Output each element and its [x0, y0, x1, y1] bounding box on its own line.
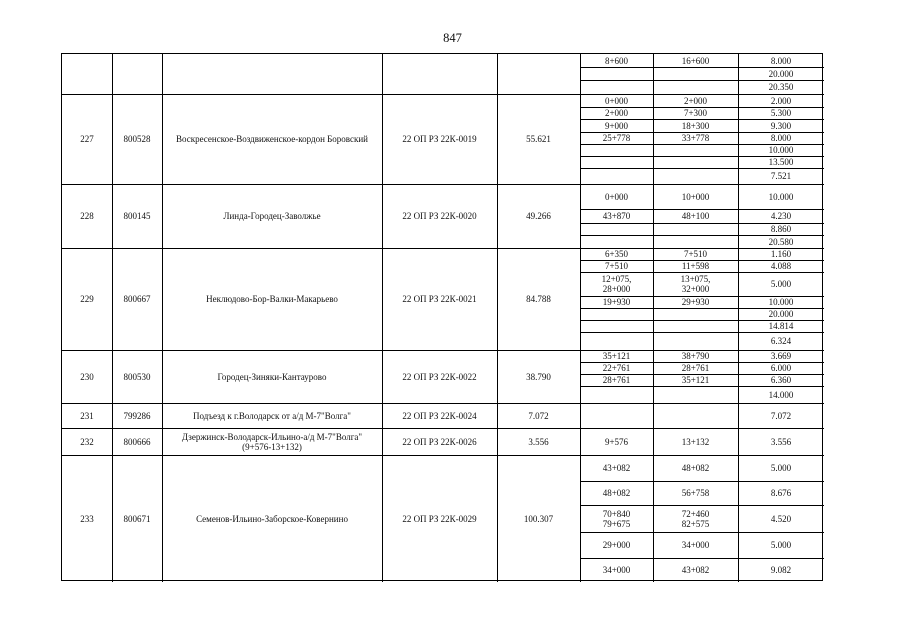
segment-length: 20.580	[768, 236, 794, 247]
segment-from	[580, 223, 653, 235]
segment-length: 14.814	[768, 321, 794, 331]
road-length: 84.788	[526, 294, 551, 304]
road-code: 800530	[123, 371, 151, 382]
segment-to: 28+761	[681, 363, 710, 373]
registration-number: 22 ОП РЗ 22К-0021	[402, 294, 477, 304]
segment-length: 5.000	[770, 463, 792, 473]
segment-to: 2+000	[683, 95, 708, 106]
segment-length: 10.000	[768, 191, 794, 202]
road-table	[61, 53, 823, 581]
segment-from: 9+576	[604, 436, 629, 447]
segment-length: 5.300	[770, 108, 792, 118]
segment-to	[653, 235, 738, 248]
segment-to	[653, 144, 738, 156]
segment-to: 43+082	[681, 565, 710, 575]
segment-to: 11+598	[681, 261, 710, 271]
road-code: 799286	[123, 410, 151, 421]
segment-length: 13.500	[768, 157, 794, 167]
segment-length: 4.088	[770, 261, 792, 271]
road-code: 800528	[123, 134, 151, 144]
segment-to: 29+930	[681, 297, 710, 307]
segment-from: 0+000	[604, 191, 629, 202]
segment-from: 0+000	[604, 95, 629, 106]
segment-to	[653, 156, 738, 168]
road-name: Линда-Городец-Заволжье	[223, 211, 321, 221]
segment-from	[580, 156, 653, 168]
road-code: 800667	[123, 294, 151, 304]
road-name: Подъезд к г.Володарск от а/д М-7"Волга"	[193, 410, 351, 421]
segment-from: 8+600	[604, 55, 629, 66]
segment-length: 9.082	[770, 565, 792, 575]
row-number: 227	[80, 134, 94, 144]
segment-to	[653, 80, 738, 94]
road-name: Воскресенское-Воздвиженское-кордон Боровский	[175, 134, 368, 144]
road-name: Дзержинск-Володарск-Ильино-а/д М-7"Волга" (9+576-13+132)	[181, 431, 363, 452]
segment-length: 5.000	[770, 540, 792, 550]
registration-number: 22 ОП РЗ 22К-0022	[402, 371, 477, 382]
road-length: 38.790	[526, 371, 551, 382]
segment-from: 70+840 79+675	[602, 508, 631, 529]
segment-to	[653, 67, 738, 80]
segment-length: 10.000	[768, 297, 794, 307]
road-code	[112, 54, 162, 94]
segment-length: 10.000	[768, 145, 794, 155]
segment-from	[580, 403, 653, 428]
road-length	[497, 54, 580, 94]
segment-from: 43+082	[602, 463, 631, 473]
segment-to	[653, 403, 738, 428]
road-length: 49.266	[526, 211, 551, 221]
segment-length: 7.072	[770, 410, 792, 421]
segment-to: 72+460 82+575	[681, 508, 710, 529]
segment-from: 29+000	[602, 540, 631, 550]
segment-to: 18+300	[681, 120, 710, 131]
segment-to: 16+600	[681, 55, 710, 66]
registration-number: 22 ОП РЗ 22К-0019	[402, 134, 477, 144]
segment-to	[653, 308, 738, 320]
row-number: 231	[80, 410, 94, 421]
segment-length: 3.556	[770, 436, 792, 447]
segment-length: 20.350	[768, 82, 794, 92]
segment-to	[653, 320, 738, 332]
segment-length: 8.000	[770, 133, 792, 143]
segment-to: 13+075, 32+000	[680, 274, 711, 294]
row-number: 228	[80, 211, 94, 221]
registration-number: 22 ОП РЗ 22К-0026	[402, 436, 477, 447]
segment-from	[580, 320, 653, 332]
segment-to: 56+758	[681, 488, 710, 498]
segment-to: 38+790	[681, 351, 710, 361]
road-name: Городец-Зиняки-Кантаурово	[217, 371, 327, 382]
segment-length: 4.230	[770, 211, 792, 221]
segment-to: 7+510	[683, 249, 708, 259]
segment-to: 10+000	[681, 191, 710, 202]
segment-from: 2+000	[604, 108, 629, 118]
segment-to: 35+121	[681, 375, 710, 385]
segment-from	[580, 308, 653, 320]
segment-length: 20.000	[768, 68, 794, 79]
segment-from: 7+510	[604, 261, 629, 271]
segment-from: 35+121	[602, 351, 631, 361]
road-length: 3.556	[528, 436, 549, 447]
segment-to: 34+000	[681, 540, 710, 550]
segment-to: 13+132	[681, 436, 710, 447]
segment-from	[580, 235, 653, 248]
segment-to: 48+082	[681, 463, 710, 473]
segment-to	[653, 223, 738, 235]
segment-from: 12+075, 28+000	[601, 274, 632, 294]
row-number	[62, 54, 112, 94]
segment-from: 9+000	[604, 120, 629, 131]
segment-from	[580, 80, 653, 94]
segment-from: 48+082	[602, 488, 631, 498]
row-number: 229	[80, 294, 94, 304]
road-length: 55.621	[526, 134, 551, 144]
registration-number	[382, 54, 497, 94]
segment-to	[653, 332, 738, 350]
road-length: 7.072	[528, 410, 549, 421]
segment-to: 48+100	[681, 211, 710, 221]
segment-from	[580, 144, 653, 156]
row-number: 230	[80, 371, 94, 382]
segment-from: 43+870	[602, 211, 631, 221]
segment-from	[580, 386, 653, 403]
segment-length: 3.669	[770, 351, 792, 361]
segment-from: 19+930	[602, 297, 631, 307]
segment-from: 22+761	[602, 363, 631, 373]
segment-to	[653, 168, 738, 184]
segment-from: 6+350	[604, 249, 629, 259]
row-number: 233	[80, 513, 94, 524]
segment-length: 4.520	[770, 513, 792, 524]
segment-length: 8.676	[770, 488, 792, 498]
road-name	[162, 54, 382, 94]
segment-length: 6.000	[770, 363, 792, 373]
road-length: 100.307	[523, 513, 554, 524]
segment-length: 14.000	[768, 389, 794, 400]
road-name: Неклюдово-Бор-Валки-Макарьево	[206, 294, 338, 304]
segment-length: 1.160	[770, 249, 792, 259]
segment-length: 20.000	[768, 309, 794, 319]
road-code: 800145	[123, 211, 151, 221]
segment-to: 33+778	[681, 133, 710, 143]
segment-length: 8.000	[770, 55, 792, 66]
segment-to: 7+300	[683, 108, 708, 118]
segment-from	[580, 168, 653, 184]
segment-length: 7.521	[770, 171, 792, 181]
segment-length: 5.000	[770, 279, 792, 289]
segment-length: 9.300	[770, 120, 792, 131]
segment-length: 8.860	[770, 224, 792, 234]
page-number: 847	[443, 31, 462, 45]
registration-number: 22 ОП РЗ 22К-0024	[402, 410, 477, 421]
registration-number: 22 ОП РЗ 22К-0029	[402, 513, 477, 524]
road-code: 800666	[123, 436, 151, 447]
road-name: Семенов-Ильино-Заборское-Ковернино	[196, 513, 348, 524]
segment-from	[580, 67, 653, 80]
segment-length: 2.000	[770, 95, 792, 106]
segment-from	[580, 332, 653, 350]
segment-from: 34+000	[602, 565, 631, 575]
registration-number: 22 ОП РЗ 22К-0020	[402, 211, 477, 221]
segment-to	[653, 386, 738, 403]
row-number: 232	[80, 436, 94, 447]
segment-from: 28+761	[602, 375, 631, 385]
segment-length: 6.324	[770, 336, 792, 346]
segment-length: 6.360	[770, 375, 792, 385]
segment-from: 25+778	[602, 133, 631, 143]
road-code: 800671	[123, 513, 151, 524]
